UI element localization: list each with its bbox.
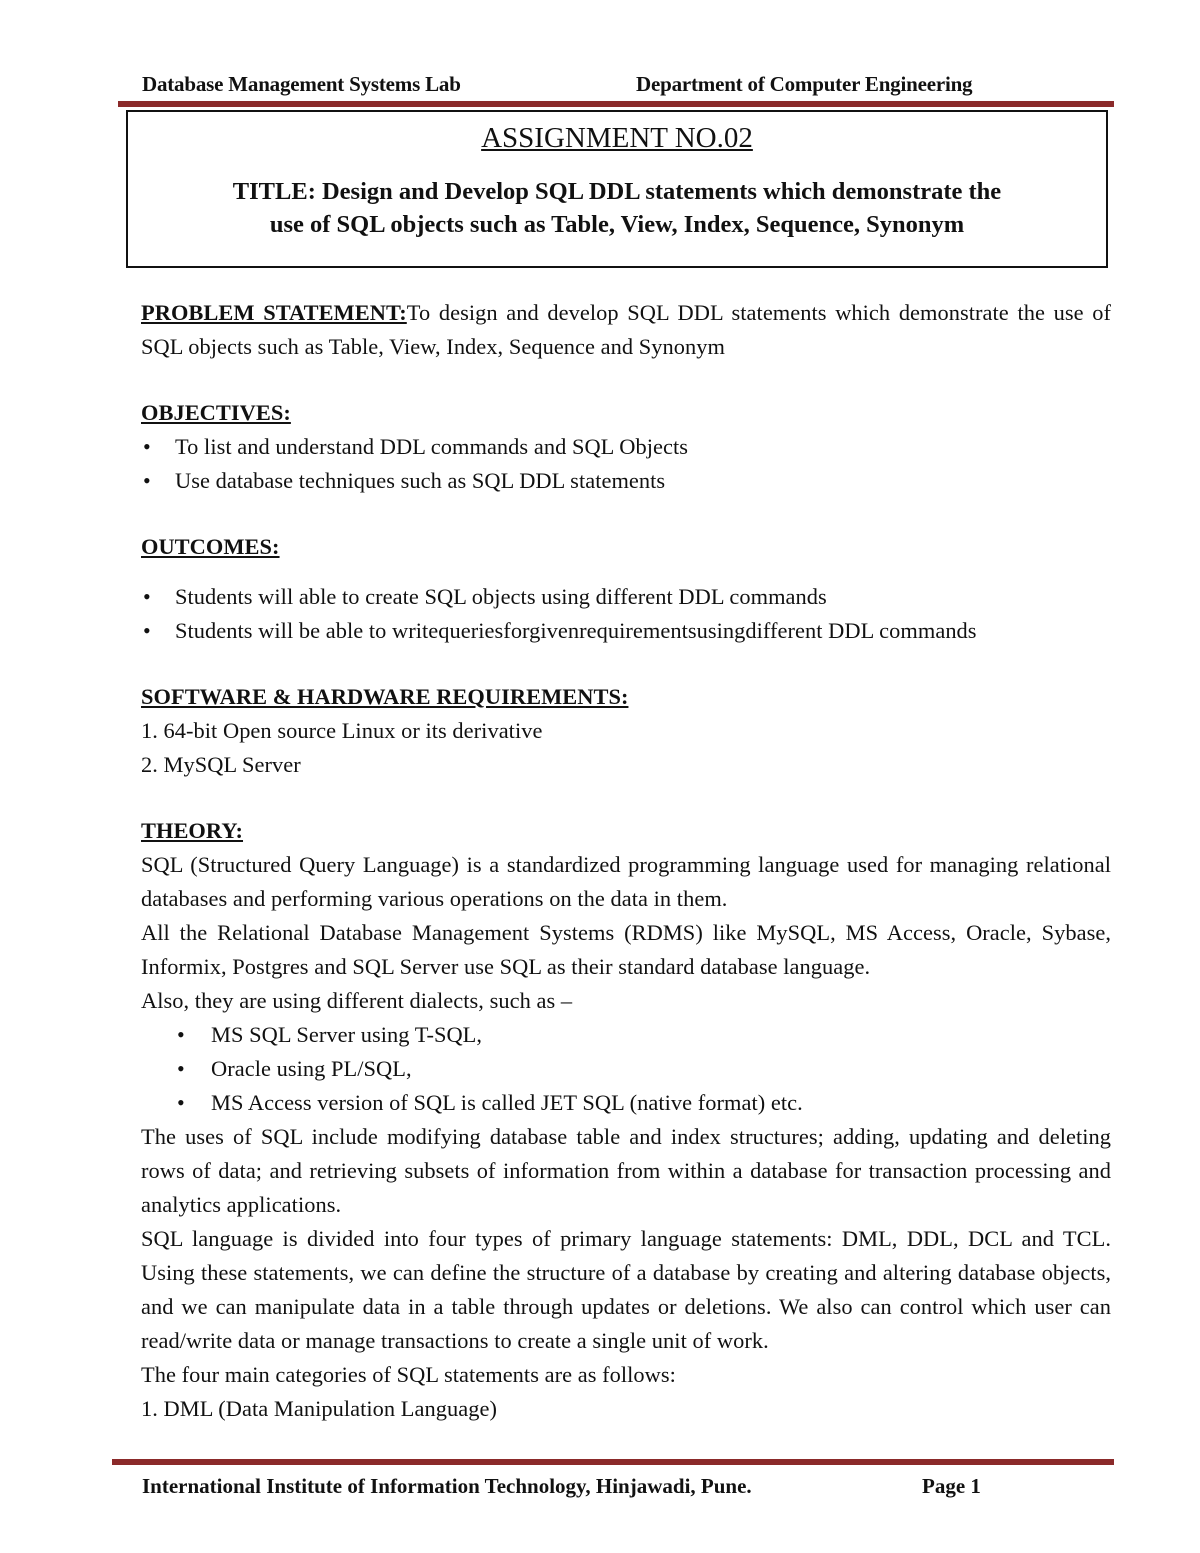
list-item: • To list and understand DDL commands and SQL Objects [141, 430, 1111, 464]
theory-paragraph: SQL language is divided into four types of primary language statements: DML, DDL, DCL and TCL. Using these statements, we can define the structure of a database by creating and altering database objects, and we can manipulate data in a table through updates or deletions. We also can control which user can read/write data or manage transactions to create a single unit of work. [141, 1226, 1111, 1353]
assignment-number: ASSIGNMENT NO.02 [481, 122, 753, 154]
list-item: • MS Access version of SQL is called JET SQL (native format) etc. [141, 1086, 1111, 1120]
problem-statement [141, 296, 1111, 364]
theory-paragraph: SQL (Structured Query Language) is a standardized programming language used for managing relational databases and performing various operations on the data in them. [141, 852, 1111, 911]
objectives-heading: OBJECTIVES: [141, 400, 291, 425]
list-item: • Students will be able to writequeriesforgivenrequirementsusingdifferent DDL commands [141, 614, 1111, 648]
assignment-title [147, 175, 1087, 241]
footer-rule [112, 1459, 1114, 1465]
theory-paragraph: 1. DML (Data Manipulation Language) [141, 1396, 497, 1421]
theory-paragraph: The four main categories of SQL statements are as follows: [141, 1362, 676, 1387]
list-item: • Use database techniques such as SQL DDL statements [141, 464, 1111, 498]
assignment-title-box [126, 110, 1108, 268]
outcomes-heading: OUTCOMES: [141, 534, 280, 559]
theory-heading: THEORY: [141, 818, 244, 843]
document-body [141, 296, 1111, 1426]
dialects-list [141, 1018, 1111, 1120]
requirement-item: 2. MySQL Server [141, 752, 301, 777]
requirement-item: 1. 64-bit Open source Linux or its derivative [141, 718, 543, 743]
problem-heading: PROBLEM STATEMENT: [141, 300, 407, 325]
assignment-title-line1: TITLE: Design and Develop SQL DDL statements which demonstrate the [232, 178, 1002, 205]
list-item: • Oracle using PL/SQL, [141, 1052, 1111, 1086]
problem-text: To design and develop SQL DDL statements which demonstrate the use of SQL objects such as Table, View, Index, Sequence and Synonym [141, 300, 1112, 359]
assignment-title-line2: use of SQL objects such as Table, View, Index, Sequence, Synonym [269, 211, 965, 238]
header-rule [118, 101, 1114, 107]
footer-institute: International Institute of Information Technology, Hinjawadi, Pune. [142, 1474, 752, 1498]
page-number: Page 1 [922, 1474, 981, 1498]
outcomes-list [141, 580, 1111, 648]
requirements-heading: SOFTWARE & HARDWARE REQUIREMENTS: [141, 684, 629, 709]
header-department: Department of Computer Engineering [636, 72, 973, 96]
header-course-title: Database Management Systems Lab [142, 72, 461, 96]
list-item: • Students will able to create SQL objects using different DDL commands [141, 580, 1111, 614]
theory-paragraph: All the Relational Database Management Systems (RDMS) like MySQL, MS Access, Oracle, Sybase, Informix, Postgres and SQL Server use SQL as their standard database language. [141, 920, 1111, 979]
objectives-list [141, 430, 1111, 498]
theory-paragraph: Also, they are using different dialects, such as – [141, 988, 573, 1013]
theory-paragraph: The uses of SQL include modifying database table and index structures; adding, updating and deleting rows of data; and retrieving subsets of information from within a database for transaction processing and analytics applications. [141, 1124, 1111, 1217]
list-item: • MS SQL Server using T-SQL, [141, 1018, 1111, 1052]
